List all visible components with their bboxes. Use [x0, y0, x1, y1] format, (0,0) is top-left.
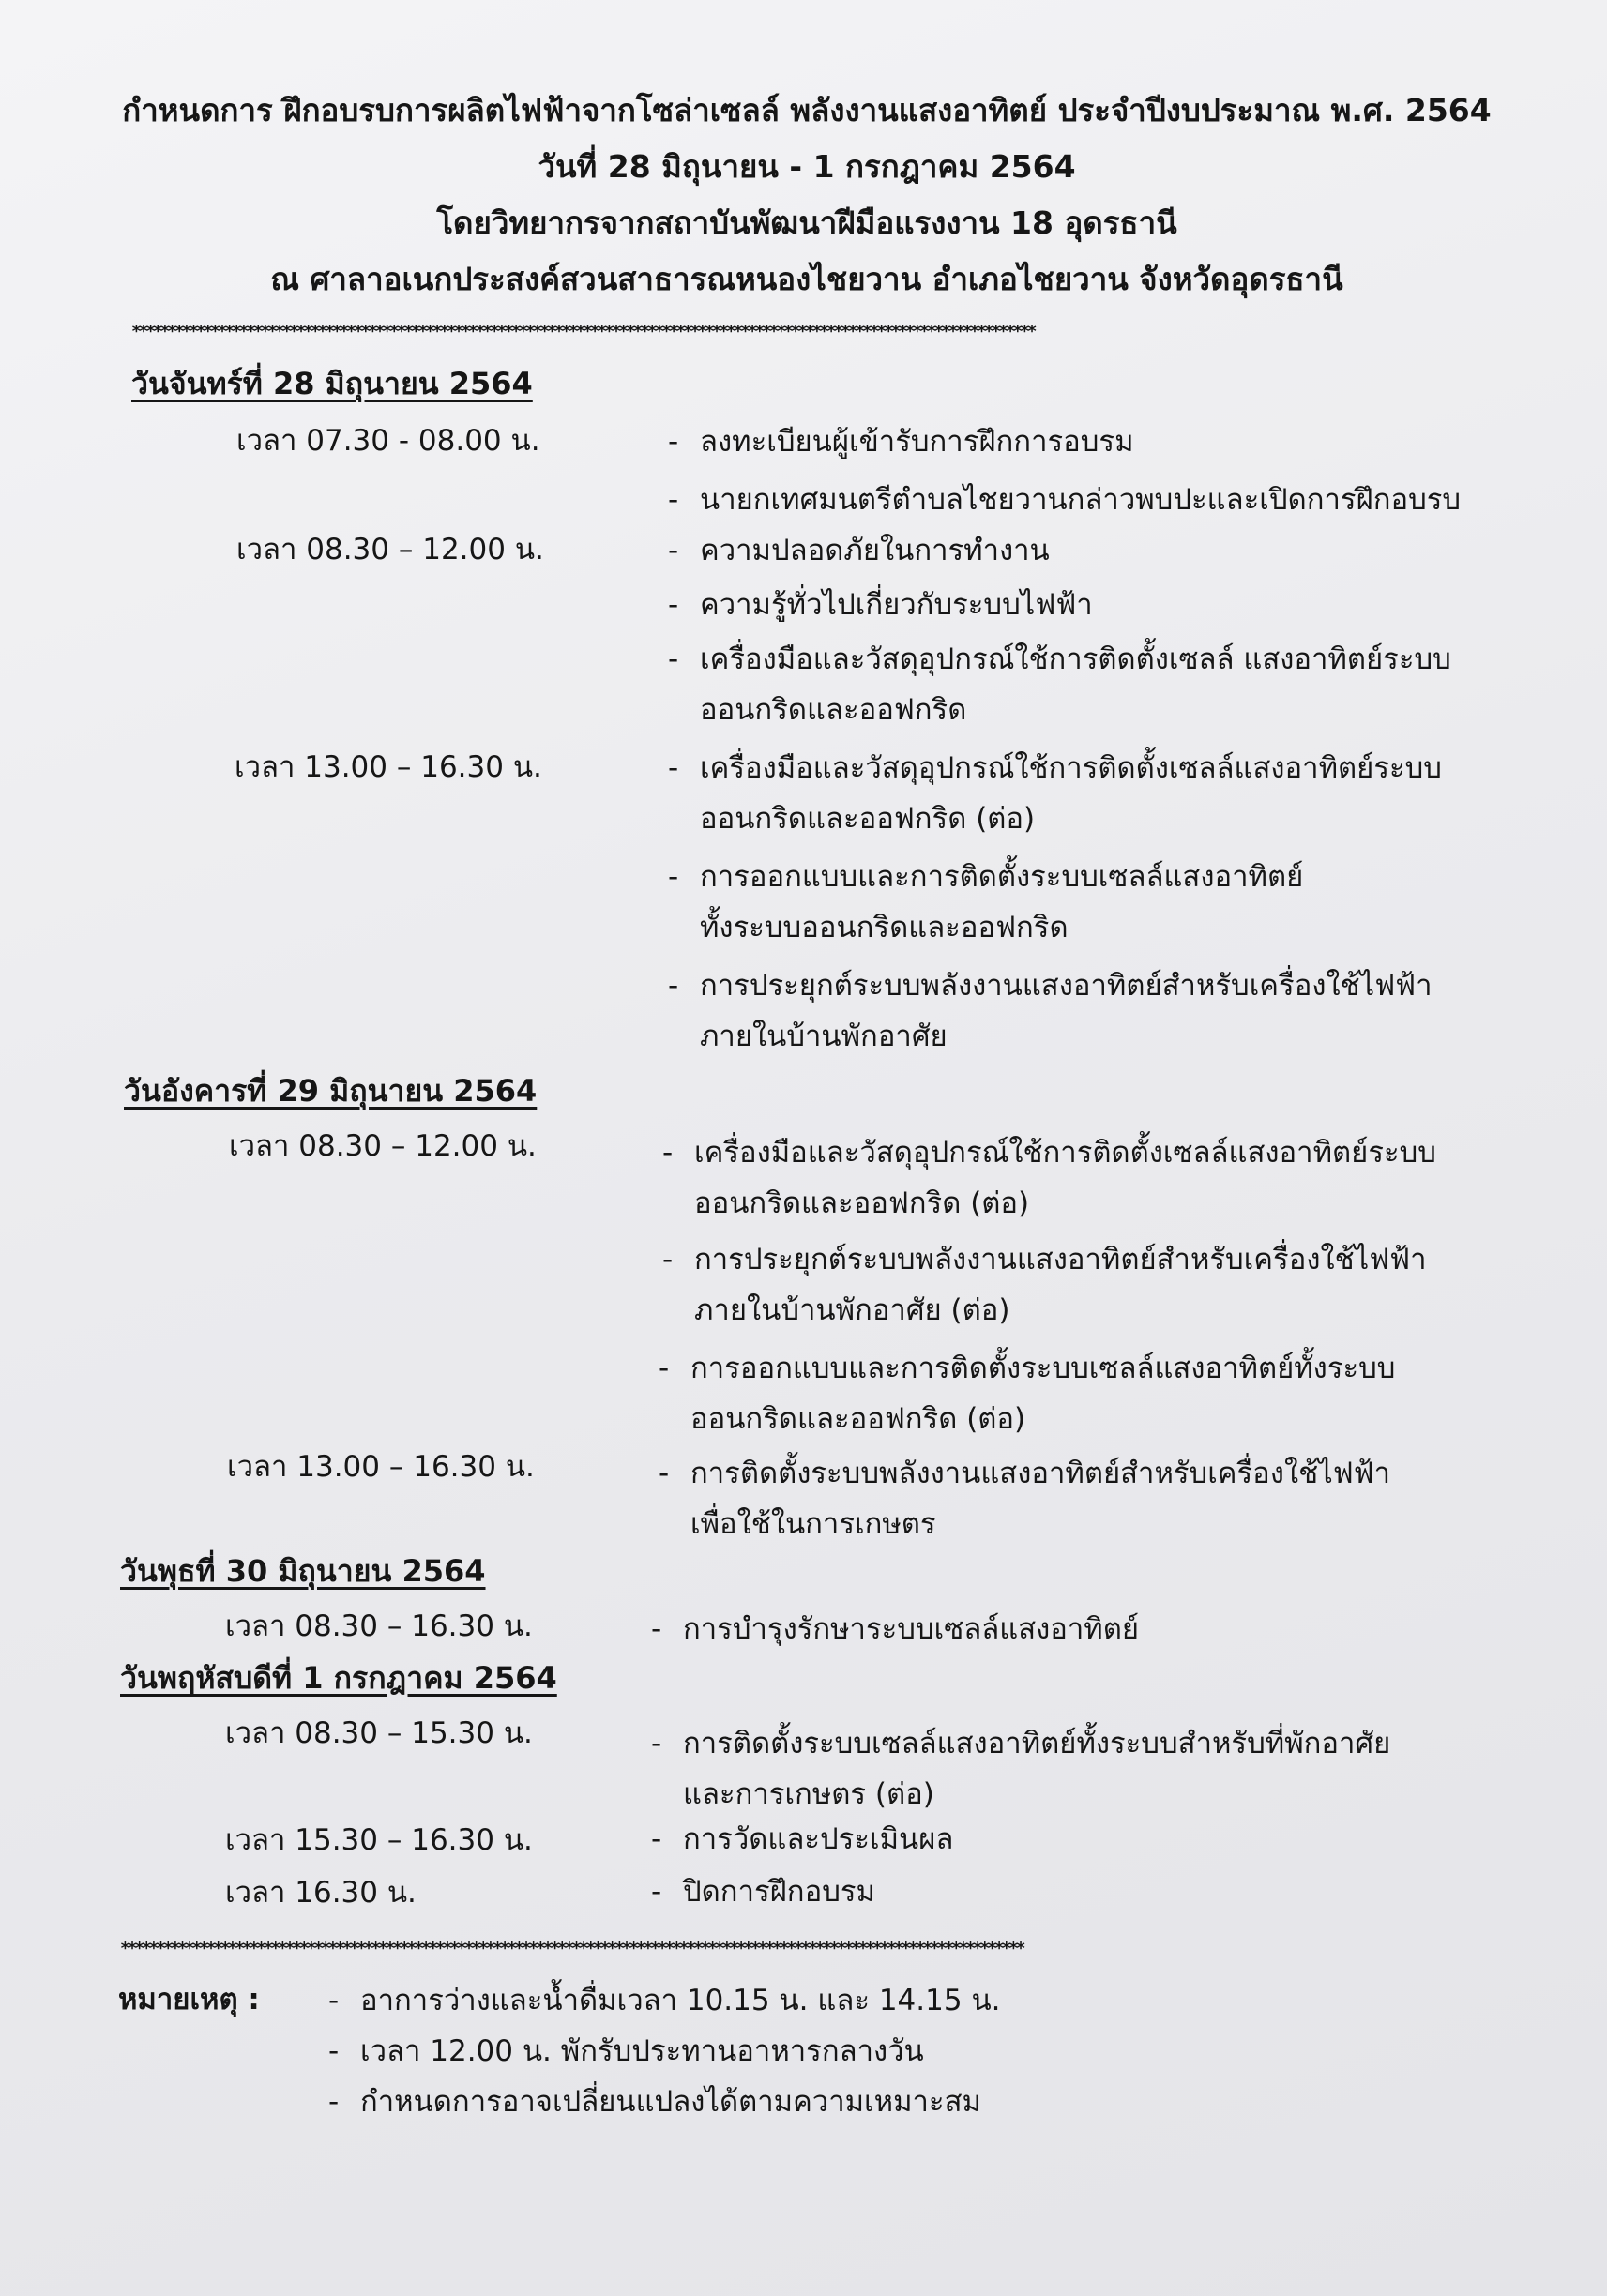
slot-time: เวลา 13.00 – 16.30 น.	[227, 1450, 535, 1484]
dash-marker: -	[668, 425, 679, 459]
agenda-item-text: นายกเทศมนตรีตำบลไชยวานกล่าวพบปะและเปิดการฝึกอบรบ	[700, 483, 1462, 517]
day-title-tuesday: วันอังคารที่ 29 มิถุนายน 2564	[124, 1073, 538, 1109]
dash-marker: -	[328, 1984, 340, 2017]
dash-marker: -	[662, 1136, 674, 1170]
dash-marker: -	[659, 1457, 670, 1490]
dash-marker: -	[668, 588, 679, 622]
agenda-item-text: เครื่องมือและวัสดุอุปกรณ์ใช้การติดตั้งเซลล์แสงอาทิตย์ระบบ ออนกริดและออฟกริด (ต่อ)	[694, 1136, 1436, 1220]
agenda-item-text: การออกแบบและการติดตั้งระบบเซลล์แสงอาทิตย์ ทั้งระบบออนกริดและออฟกริด	[700, 860, 1304, 944]
dash-marker: -	[651, 1612, 662, 1646]
agenda-item-text: เครื่องมือและวัสดุอุปกรณ์ใช้การติดตั้งเซลล์แสงอาทิตย์ระบบ ออนกริดและออฟกริด (ต่อ)	[700, 751, 1442, 836]
header-organizer: โดยวิทยากรจากสถาบันพัฒนาฝีมือแรงงาน 18 อุดรธานี	[436, 204, 1177, 241]
agenda-item-text: เครื่องมือและวัสดุอุปกรณ์ใช้การติดตั้งเซลล์ แสงอาทิตย์ระบบ ออนกริดและออฟกริด	[700, 642, 1451, 727]
agenda-item-text: การประยุกต์ระบบพลังงานแสงอาทิตย์สำหรับเครื่องใช้ไฟฟ้า ภายในบ้านพักอาศัย	[700, 969, 1433, 1053]
dash-marker: -	[328, 2085, 340, 2119]
dash-marker: -	[651, 1727, 662, 1760]
slot-time: เวลา 08.30 – 15.30 น.	[225, 1716, 533, 1750]
notes-label: หมายเหตุ :	[118, 1983, 260, 2017]
dash-marker: -	[668, 534, 679, 567]
header-venue: ณ ศาลาอเนกประสงค์สวนสาธารณหนองไชยวาน อำเภอไชยวาน จังหวัดอุดรธานี	[270, 261, 1343, 297]
separator-bottom: ******************************************************************************************************************************	[120, 1940, 1023, 1958]
slot-time: เวลา 07.30 - 08.00 น.	[236, 424, 540, 458]
agenda-item-text: ลงทะเบียนผู้เข้ารับการฝึกการอบรม	[700, 425, 1134, 459]
slot-time: เวลา 16.30 น.	[225, 1876, 417, 1910]
slot-time: เวลา 08.30 – 12.00 น.	[236, 533, 544, 566]
agenda-item-text: การติดตั้งระบบพลังงานแสงอาทิตย์สำหรับเครื่องใช้ไฟฟ้า เพื่อใช้ในการเกษตร	[690, 1457, 1391, 1541]
note-item-text: เวลา 12.00 น. พักรับประทานอาหารกลางวัน	[360, 2034, 924, 2068]
dash-marker: -	[651, 1875, 662, 1909]
day-title-monday: วันจันทร์ที่ 28 มิถุนายน 2564	[131, 366, 533, 401]
dash-marker: -	[651, 1822, 662, 1856]
slot-time: เวลา 13.00 – 16.30 น.	[235, 750, 542, 784]
dash-marker: -	[659, 1352, 670, 1385]
agenda-item-text: การออกแบบและการติดตั้งระบบเซลล์แสงอาทิตย์ทั้งระบบ ออนกริดและออฟกริด (ต่อ)	[690, 1352, 1396, 1436]
agenda-item-text: ความปลอดภัยในการทำงาน	[700, 534, 1050, 567]
note-item-text: อาการว่างและน้ำดื่มเวลา 10.15 น. และ 14.15 น.	[360, 1984, 1001, 2017]
agenda-item-text: การบำรุงรักษาระบบเซลล์แสงอาทิตย์	[683, 1612, 1140, 1646]
dash-marker: -	[668, 483, 679, 517]
note-item-text: กำหนดการอาจเปลี่ยนแปลงได้ตามความเหมาะสม	[360, 2085, 981, 2119]
day-title-wednesday: วันพุธที่ 30 มิถุนายน 2564	[120, 1553, 486, 1589]
separator-top: ******************************************************************************************************************************	[131, 323, 1035, 341]
agenda-item-text: ปิดการฝึกอบรม	[683, 1875, 875, 1909]
slot-time: เวลา 08.30 – 12.00 น.	[229, 1129, 537, 1163]
agenda-item-text: การติดตั้งระบบเซลล์แสงอาทิตย์ทั้งระบบสำหรับที่พักอาศัย และการเกษตร (ต่อ)	[683, 1727, 1391, 1811]
slot-time: เวลา 15.30 – 16.30 น.	[225, 1823, 533, 1857]
agenda-item-text: ความรู้ทั่วไปเกี่ยวกับระบบไฟฟ้า	[700, 588, 1093, 622]
dash-marker: -	[328, 2034, 340, 2068]
dash-marker: -	[668, 969, 679, 1003]
header-dates: วันที่ 28 มิถุนายน - 1 กรกฎาคม 2564	[538, 148, 1076, 185]
day-title-thursday: วันพฤหัสบดีที่ 1 กรกฎาคม 2564	[120, 1660, 557, 1696]
dash-marker: -	[662, 1243, 674, 1276]
dash-marker: -	[668, 751, 679, 785]
dash-marker: -	[668, 642, 679, 676]
header-title: กำหนดการ ฝึกอบรบการผลิตไฟฟ้าจากโซล่าเซลล์ พลังงานแสงอาทิตย์ ประจำปีงบประมาณ พ.ศ. 2564	[122, 92, 1492, 128]
agenda-item-text: การวัดและประเมินผล	[683, 1822, 954, 1856]
dash-marker: -	[668, 860, 679, 894]
agenda-item-text: การประยุกต์ระบบพลังงานแสงอาทิตย์สำหรับเครื่องใช้ไฟฟ้า ภายในบ้านพักอาศัย (ต่อ)	[694, 1243, 1427, 1327]
slot-time: เวลา 08.30 – 16.30 น.	[225, 1609, 533, 1643]
